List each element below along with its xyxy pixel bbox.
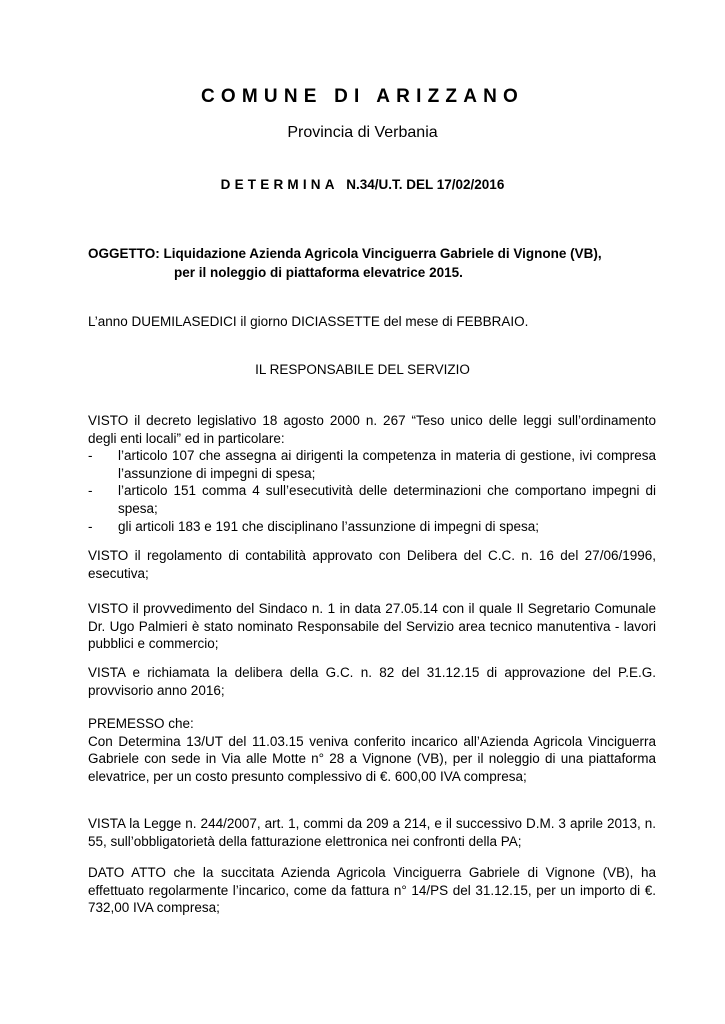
oggetto-text-1: Liquidazione Azienda Agricola Vinciguerra Gabriele di Vignone (VB), (163, 246, 602, 261)
list-item (88, 482, 656, 517)
vista-legge-text: VISTA la Legge n. 244/2007, art. 1, commi da 209 a 214, e il successivo D.M. 3 aprile 2013, n. 55, sull’obbligatorietà della fatturazione elettronica nei confronti della PA; (88, 816, 656, 849)
oggetto-line2: per il noleggio di piattaforma elevatrice 2015. (174, 265, 463, 280)
vista-delibera-paragraph (88, 664, 656, 699)
date-line: L’anno DUEMILASEDICI il giorno DICIASSETTE del mese di FEBBRAIO. (88, 314, 529, 329)
list-item-text: l’articolo 151 comma 4 sull’esecutività delle determinazioni che comportano impegni di spesa; (118, 483, 656, 516)
articoli-list (88, 447, 656, 535)
list-item (88, 518, 656, 536)
dato-atto-paragraph (88, 864, 656, 917)
dash-bullet: - (88, 483, 93, 499)
oggetto-block (88, 244, 663, 282)
visto-regolamento-paragraph (88, 547, 656, 582)
date-paragraph (88, 313, 656, 331)
premesso-paragraph (88, 715, 656, 785)
list-item-text: l’articolo 107 che assegna ai dirigenti la competenza in materia di gestione, ivi compresa l’assunzione di impegni di spesa; (118, 448, 656, 481)
visto-decreto-paragraph (88, 412, 656, 535)
dash-bullet: - (88, 448, 93, 464)
dato-atto-text: DATO ATTO che la succitata Azienda Agricola Vinciguerra Gabriele di Vignone (VB), ha effettuato regolarmente l’incarico, come da fattura n° 14/PS del 31.12.15, per un importo di €. 732,00 IVA compresa; (88, 865, 656, 916)
visto-regolamento-text: VISTO il regolamento di contabilità approvato con Delibera del C.C. n. 16 del 27/06/1996, esecutiva; (88, 548, 656, 581)
provincia-subtitle: Provincia di Verbania (287, 124, 438, 141)
oggetto-label: OGGETTO: (88, 246, 160, 261)
determina-heading (0, 177, 725, 192)
responsabile-heading: IL RESPONSABILE DEL SERVIZIO (255, 362, 470, 377)
determina-label: DETERMINA (220, 177, 339, 192)
oggetto-line1 (88, 244, 663, 263)
vista-legge-paragraph (88, 815, 656, 850)
premesso-text: Con Determina 13/UT del 11.03.15 veniva conferito incarico all’Azienda Agricola Vinciguerra Gabriele con sede in Via alle Motte n° 28 a Vignone (VB), per il noleggio di una piattaforma elevatrice, per un costo presunto complessivo di €. 600,00 IVA compresa; (88, 733, 656, 784)
vista-delibera-text: VISTA e richiamata la delibera della G.C. n. 82 del 31.12.15 di approvazione del P.E.G. provvisorio anno 2016; (88, 665, 656, 698)
visto-provvedimento-text: VISTO il provvedimento del Sindaco n. 1 in data 27.05.14 con il quale Il Segretario Comunale Dr. Ugo Palmieri è stato nominato Responsabile del Servizio area tecnico manutentiva - lavori pubblici e commercio; (88, 601, 656, 652)
list-item-text: gli articoli 183 e 191 che disciplinano l’assunzione di impegni di spesa; (118, 518, 540, 534)
dash-bullet: - (88, 518, 93, 534)
visto-provvedimento-paragraph (88, 600, 656, 653)
visto-decreto-intro: VISTO il decreto legislativo 18 agosto 2000 n. 267 “Teso unico delle leggi sull’ordinamento degli enti locali” ed in particolare: (88, 413, 656, 446)
list-item (88, 447, 656, 482)
premesso-label: PREMESSO che: (88, 716, 194, 731)
comune-title: COMUNE DI ARIZZANO (200, 86, 525, 107)
determina-number: N.34/U.T. DEL 17/02/2016 (346, 177, 505, 192)
